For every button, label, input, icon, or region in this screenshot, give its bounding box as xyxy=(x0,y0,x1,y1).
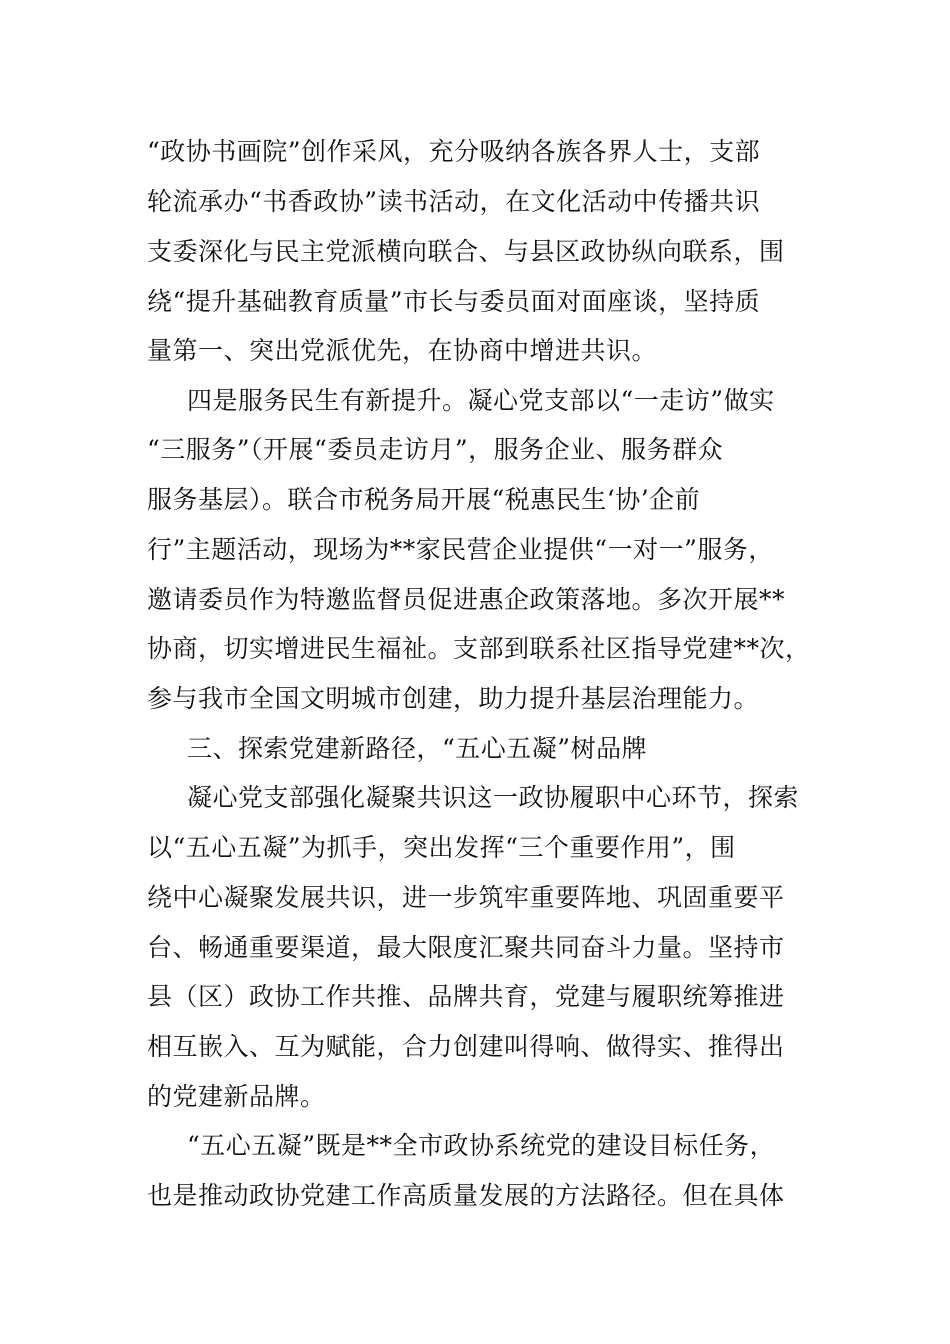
text-line: 县（区）政协工作共推、品牌共育，党建与履职统筹推进 xyxy=(147,982,785,1011)
text-line: 相互嵌入、互为赋能，合力创建叫得响、做得实、推得出 xyxy=(147,1032,785,1061)
text-line: 支委深化与民主党派横向联合、与县区政协纵向联系，围 xyxy=(147,237,785,266)
text-line: 绕“提升基础教育质量”市长与委员面对面座谈，坚持质 xyxy=(147,287,761,316)
text-line: “三服务”（开展“委员走访月”，服务企业、服务群众 xyxy=(147,435,724,464)
text-line: 也是推动政协党建工作高质量发展的方法路径。但在具体 xyxy=(147,1181,785,1210)
paragraph-start-line: “五心五凝”既是**全市政协系统党的建设目标任务， xyxy=(187,1131,776,1160)
text-line: 参与我市全国文明城市创建，助力提升基层治理能力。 xyxy=(147,684,760,713)
text-line: 服务基层）。联合市税务局开展“税惠民生‘协’企前 xyxy=(147,485,701,514)
text-line: “政协书画院”创作采风，充分吸纳各族各界人士，支部 xyxy=(147,137,761,166)
text-line: 量第一、突出党派优先，在协商中增进共识。 xyxy=(147,336,658,365)
text-line: 以“五心五凝”为抓手，突出发挥“三个重要作用”，围 xyxy=(147,833,736,862)
text-line: 绕中心凝聚发展共识，进一步筑牢重要阵地、巩固重要平 xyxy=(147,883,785,912)
text-line: 邀请委员作为特邀监督员促进惠企政策落地。多次开展** xyxy=(147,585,786,614)
section-heading: 三、探索党建新路径，“五心五凝”树品牌 xyxy=(187,734,648,763)
paragraph-start-line: 四是服务民生有新提升。凝心党支部以“一走访”做实 xyxy=(187,386,775,415)
text-line: 台、畅通重要渠道，最大限度汇聚共同奋斗力量。坚持市 xyxy=(147,933,785,962)
text-line: 行”主题活动，现场为**家民营企业提供“一对一”服务， xyxy=(147,535,774,564)
text-line: 的党建新品牌。 xyxy=(147,1082,326,1111)
paragraph-start-line: 凝心党支部强化凝聚共识这一政协履职中心环节，探索 xyxy=(187,783,800,812)
text-line: 协商，切实增进民生福祉。支部到联系社区指导党建**次， xyxy=(147,634,811,663)
text-line: 轮流承办“书香政协”读书活动，在文化活动中传播共识 xyxy=(147,187,761,216)
